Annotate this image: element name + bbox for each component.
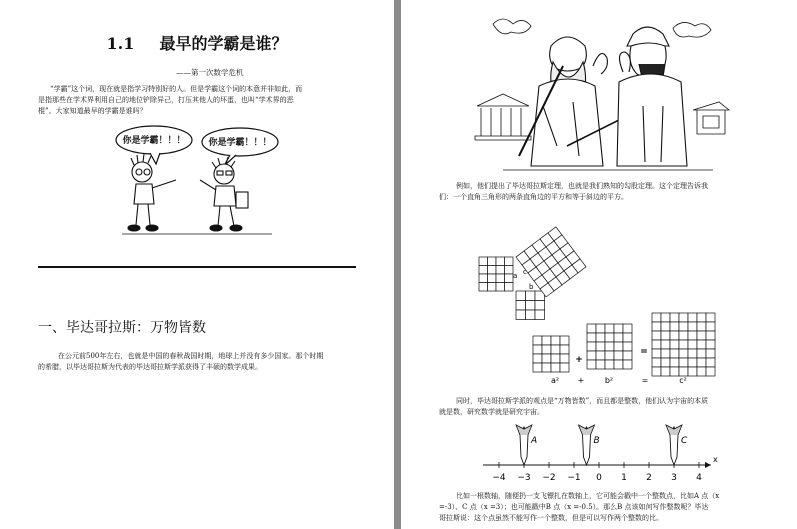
number-line-diagram xyxy=(471,420,731,488)
axis-label: x xyxy=(713,455,718,464)
triangle-label-c: c xyxy=(523,268,527,276)
dart-A xyxy=(516,425,537,465)
theorem-line: 们：一个直角三角形的两条直角边的平方和等于斜边的平方。 xyxy=(439,193,628,201)
pagoda-icon xyxy=(693,102,729,134)
temple-icon xyxy=(475,94,531,140)
equation-square-b xyxy=(587,324,632,369)
section-heading: 一、毕达哥拉斯：万物皆数 xyxy=(38,320,206,336)
intro-line: “学霸”这个词，现在就是指学习特别好的人。但是学霸这个词的本意并非如此，而 xyxy=(50,85,303,93)
page-gutter xyxy=(394,0,401,529)
tick-label: 3 xyxy=(671,473,677,483)
body-line: 在公元前500年左右，也就是中国的春秋战国时期，地球上并没有多少国家。那个时期 xyxy=(58,352,324,360)
number-line: 同时，毕达哥拉斯学派的观点是“万物皆数”，而且都是整数，他们认为宇宙的本质 xyxy=(456,397,709,405)
tick-label: −3 xyxy=(517,473,531,483)
equation-term-c: c² xyxy=(679,376,687,385)
axis-arrow xyxy=(705,462,711,468)
dart-label: A xyxy=(531,436,538,446)
theorem-line: 例如，他们提出了毕达哥拉斯定理，也就是我们熟知的勾股定理。这个定理告诉我 xyxy=(456,182,708,190)
boy-left-figure xyxy=(128,154,176,231)
pythagoras-diagram xyxy=(471,210,731,390)
equation-term-b: b² xyxy=(604,376,614,385)
equation-term-a: a² xyxy=(550,376,560,385)
pythagoras-figure xyxy=(519,37,623,166)
dart-label: C xyxy=(681,436,688,446)
section-number: 1.1 xyxy=(106,34,135,53)
dart-B xyxy=(579,425,600,465)
intro-line: 棍”。大家知道最早的学霸是谁吗？ xyxy=(38,107,147,115)
horizontal-rule xyxy=(38,266,356,268)
right-page xyxy=(401,0,797,529)
square-b xyxy=(516,291,545,320)
tick-label: −1 xyxy=(567,473,581,483)
tick-label: −2 xyxy=(542,473,556,483)
square-c xyxy=(516,227,586,297)
bubble-text-right: 你是学霸！！！ xyxy=(208,138,272,148)
tick-label: −4 xyxy=(492,473,506,483)
equation-square-c xyxy=(652,313,715,376)
bottom-line: 比如一根数轴，随便扔一支飞镖扎在数轴上，它可能会戳中一个整数点，比如A 点（x xyxy=(456,492,720,500)
equation-plus-bottom: + xyxy=(577,376,585,385)
number-line: 就是数，研究数学就是研究宇宙。 xyxy=(439,408,544,416)
tick-label: 1 xyxy=(621,473,627,483)
body-line: 的希腊，以毕达哥拉斯为代表的毕达哥拉斯学派获得了丰硕的数学成果。 xyxy=(38,363,262,371)
equation-plus: + xyxy=(575,355,583,365)
philosophers-illustration xyxy=(473,6,733,178)
boy-right-figure xyxy=(200,157,248,231)
equation-eq-sign: = xyxy=(641,376,649,385)
title-text: 最早的学霸是谁？ xyxy=(159,34,288,53)
square-a xyxy=(479,257,513,291)
triangle-label-b: b xyxy=(529,283,534,291)
subtitle: ——第一次数学危机 xyxy=(176,68,244,77)
confucius-figure xyxy=(617,27,687,166)
dart-label: B xyxy=(593,436,600,446)
equation-equals: = xyxy=(640,347,648,357)
page-title xyxy=(0,31,394,54)
dart-C xyxy=(666,425,688,465)
tick-label: 2 xyxy=(646,473,652,483)
equation-square-a xyxy=(533,336,569,372)
intro-line: 是指那些在学术界利用自己的地位铲除异己，打压其他人的坏蛋，也叫“学术界的恶 xyxy=(38,96,294,104)
tick-label: 4 xyxy=(696,473,702,483)
triangle-label-a: a xyxy=(513,272,518,280)
left-page xyxy=(0,0,394,529)
cartoon-illustration xyxy=(112,122,282,237)
bubble-text-left: 你是学霸！！！ xyxy=(122,136,186,146)
bottom-line: =-3）、C 点（x =3）；也可能戳中B 点（x =-0.5）。那么B 点该如何写作整数呢？毕达 xyxy=(439,503,709,511)
bottom-line: 哥拉斯说：这个点虽然不能写作一个整数，但是可以写作两个整数的比。 xyxy=(439,514,663,522)
tick-label: 0 xyxy=(596,473,602,483)
